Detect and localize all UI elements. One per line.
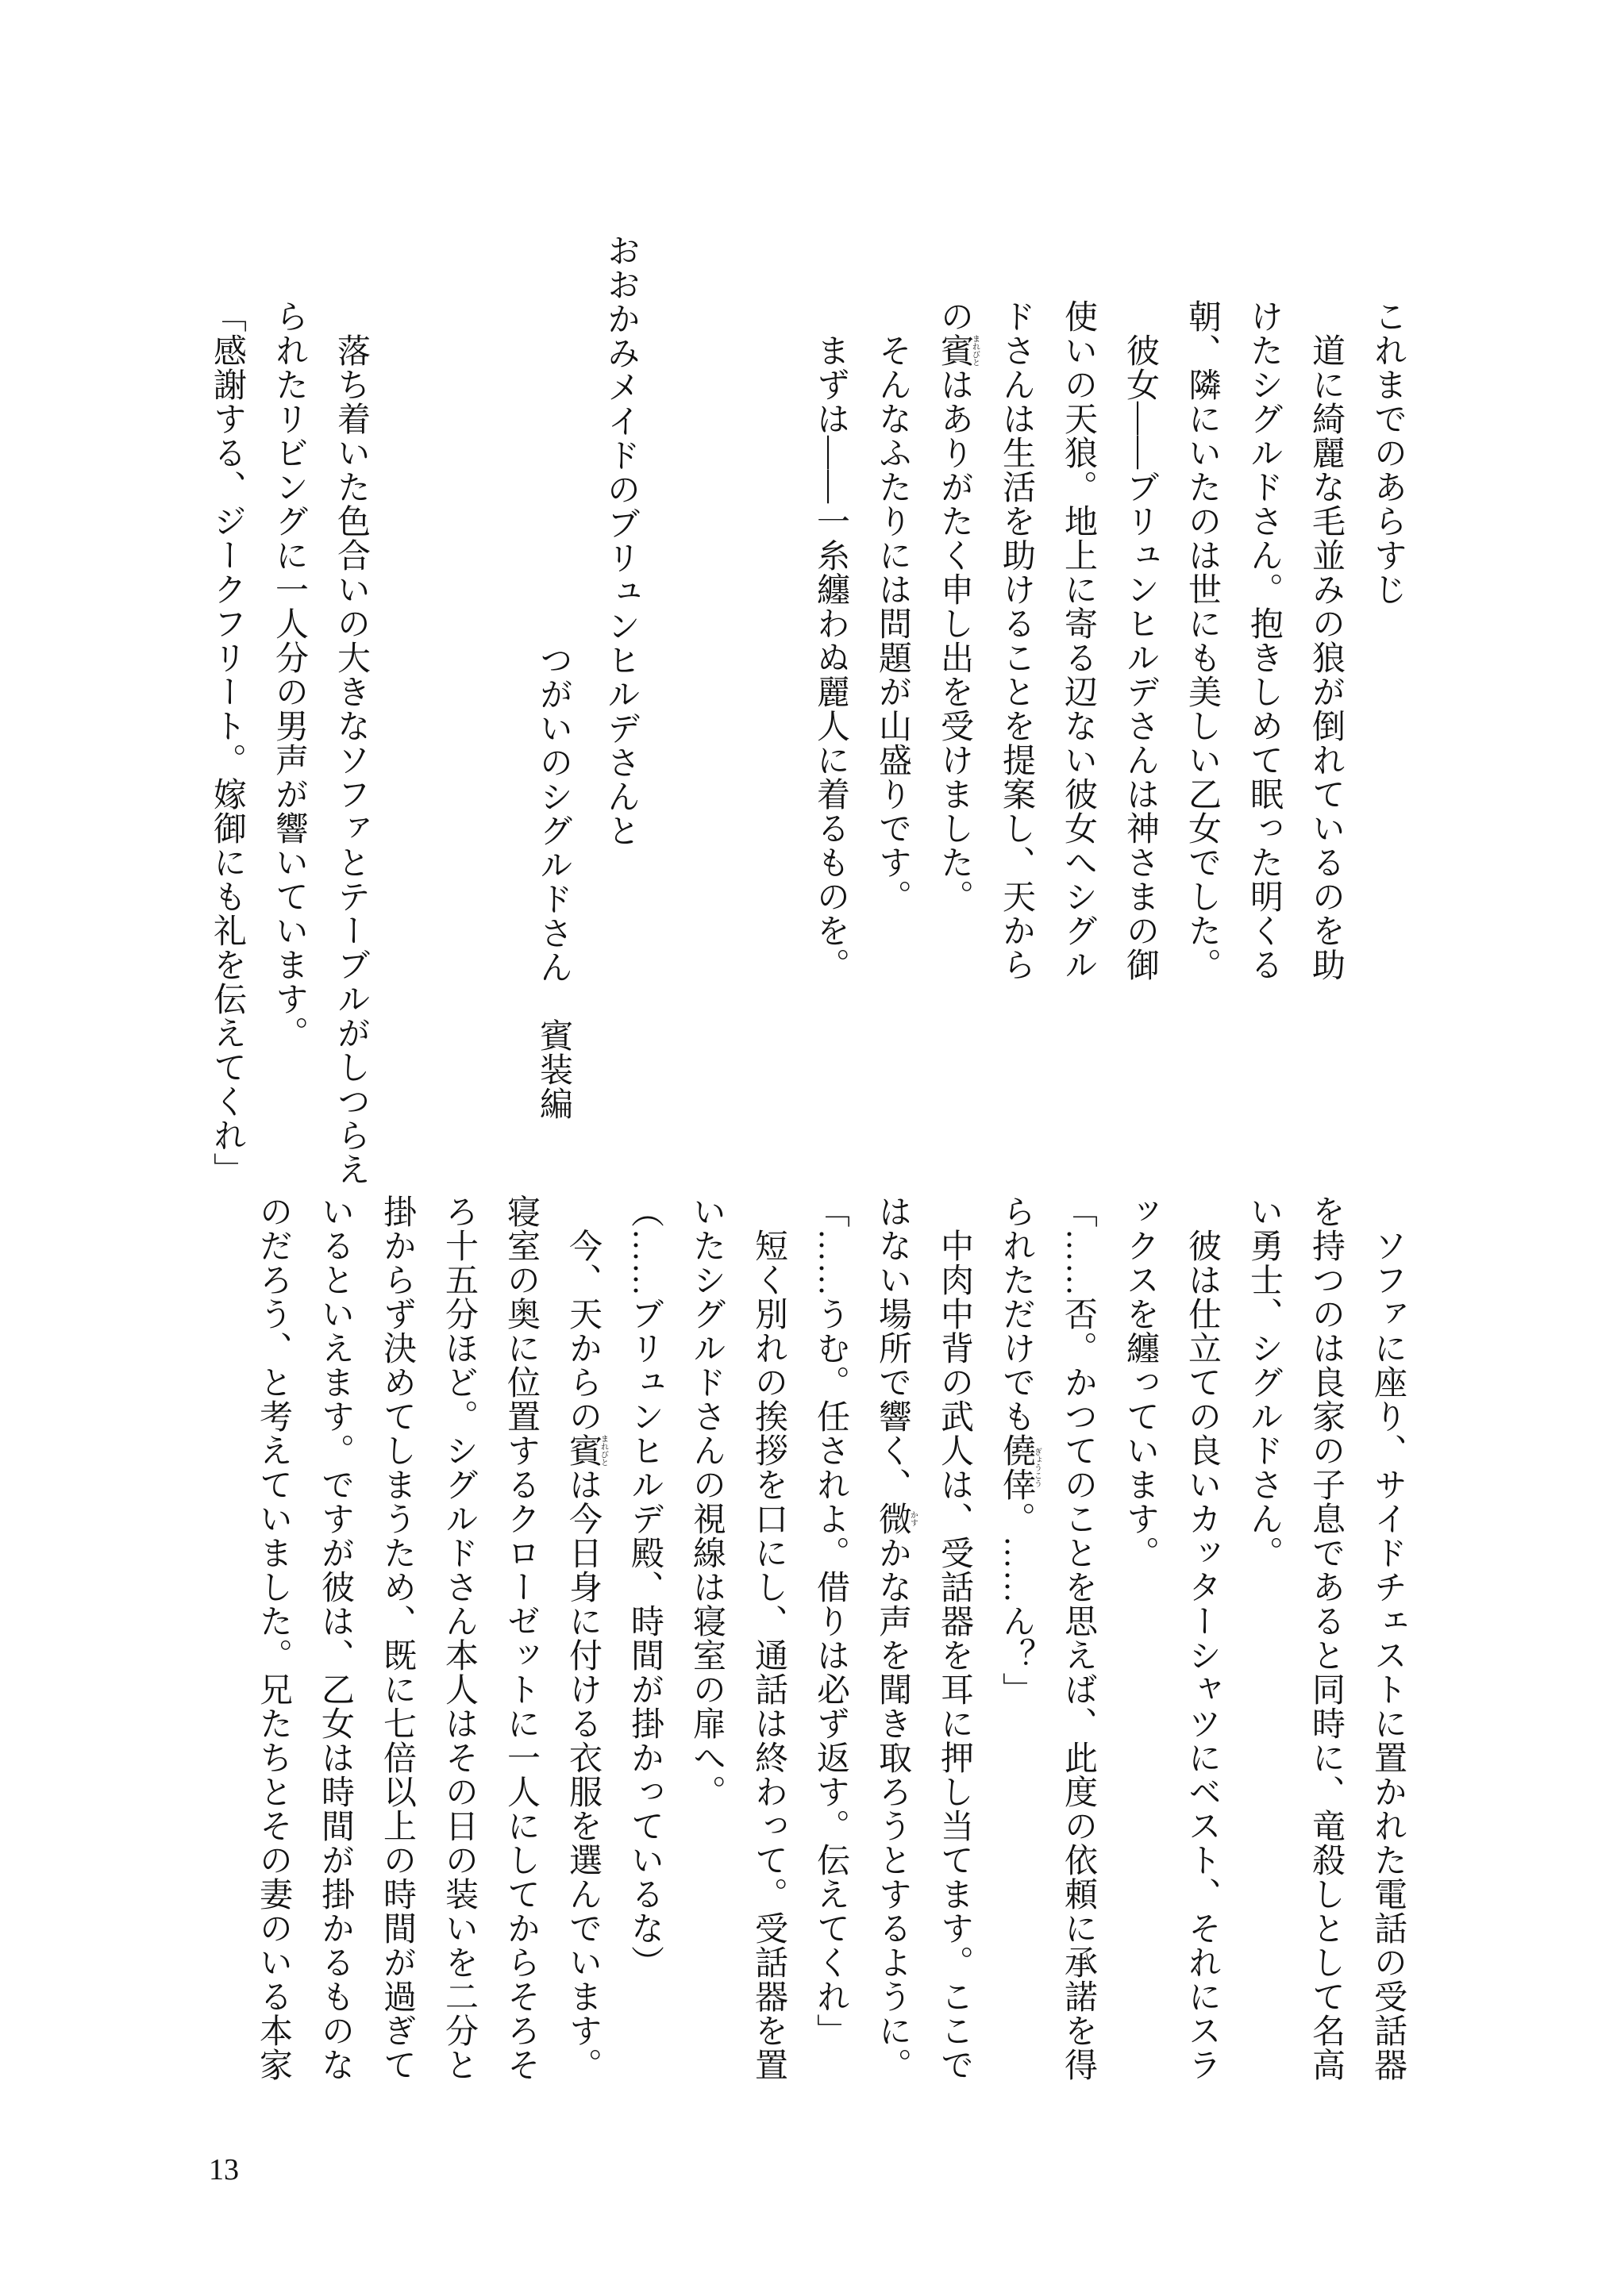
ruby-reading: まれびと bbox=[599, 1433, 608, 1467]
title-line-1: おおかみメイドのブリュンヒルデさんと bbox=[603, 233, 639, 848]
paragraph: そんなふたりには問題が山盛りです。 bbox=[874, 333, 911, 913]
ruby-reading: まれびと bbox=[970, 333, 980, 367]
main-text-section bbox=[242, 1194, 1419, 2090]
intro-section bbox=[196, 299, 382, 1194]
paragraph: 中肉中背の武人は、受話器を耳に押し当てます。ここではない場所で響く、微かすかな声を聞き取ろうとするように。 bbox=[874, 1194, 972, 2082]
paragraph: 「……うむ。任されよ。借りは必ず返す。伝えてくれ」 bbox=[812, 1194, 849, 2048]
paragraph: 短く別れの挨拶を口にし、通話は終わって。受話器を置いたシグルドさんの視線は寝室の扉へ。 bbox=[688, 1194, 787, 2082]
paragraph: 「感謝する、ジークフリート。嫁御にも礼を伝えてくれ」 bbox=[209, 299, 245, 1186]
page-number: 13 bbox=[209, 2153, 239, 2186]
paragraph: 今、天からの賓まれびとは今日身に付ける衣服を選んでいます。寝室の奥に位置するクローゼットに一人にしてからそろそろ十五分ほど。シグルドさん本人はその日の装いを二分と掛からず決めてしまうため、既に七倍以上の時間が過ぎているといえます。ですが彼は、乙女は時間が掛かるものなのだろう、と考えていました。兄たちとその妻のいる本家 bbox=[255, 1194, 608, 2082]
ruby-reading: かす bbox=[908, 1502, 918, 1536]
paragraph: ソファに座り、サイドチェストに置かれた電話の受話器を持つのは良家の子息であると同時に、竜殺しとして名高い勇士、シグルドさん。 bbox=[1246, 1194, 1406, 2082]
paragraph: まずは――一糸纏わぬ麗人に着るものを。 bbox=[812, 333, 849, 982]
ruby-annotated-word: 僥倖ぎょうこう bbox=[998, 1433, 1042, 1502]
ruby-annotated-word: 賓まれびと bbox=[936, 333, 980, 367]
paragraph: 彼女――ブリュンヒルデさんは神さまの御使いの天狼。地上に寄る辺ない彼女へシグルドさんは生活を助けることを提案し、天からの賓まれびとはありがたく申し出を受けました。 bbox=[936, 299, 1158, 982]
paragraph: （……ブリュンヒルデ殿、時間が掛かっているな） bbox=[626, 1194, 663, 1979]
synopsis-section bbox=[799, 299, 1419, 991]
story-title bbox=[519, 233, 654, 1130]
title-line-2: つがいのシグルドさん 賓装編 bbox=[535, 643, 572, 1121]
paragraph: 「……否。かつてのことを思えば、此度の依頼に承諾を得られただけでも僥倖ぎょうこう。……ん？」 bbox=[998, 1194, 1096, 2082]
paragraph: 落ち着いた色合いの大きなソファとテーブルがしつらえられたリビングに一人分の男声が響いています。 bbox=[271, 299, 369, 1186]
synopsis-heading: これまでのあらすじ bbox=[1369, 299, 1406, 606]
ruby-annotated-word: 微かす bbox=[874, 1502, 918, 1536]
ruby-reading: ぎょうこう bbox=[1032, 1433, 1042, 1502]
paragraph: 彼は仕立ての良いカッターシャツにベスト、それにスラックスを纏っています。 bbox=[1122, 1194, 1220, 2082]
paragraph: 道に綺麗な毛並みの狼が倒れているのを助けたシグルドさん。抱きしめて眠った明くる朝、隣にいたのは世にも美しい乙女でした。 bbox=[1184, 299, 1344, 982]
ruby-annotated-word: 賓まれびと bbox=[564, 1433, 608, 1467]
